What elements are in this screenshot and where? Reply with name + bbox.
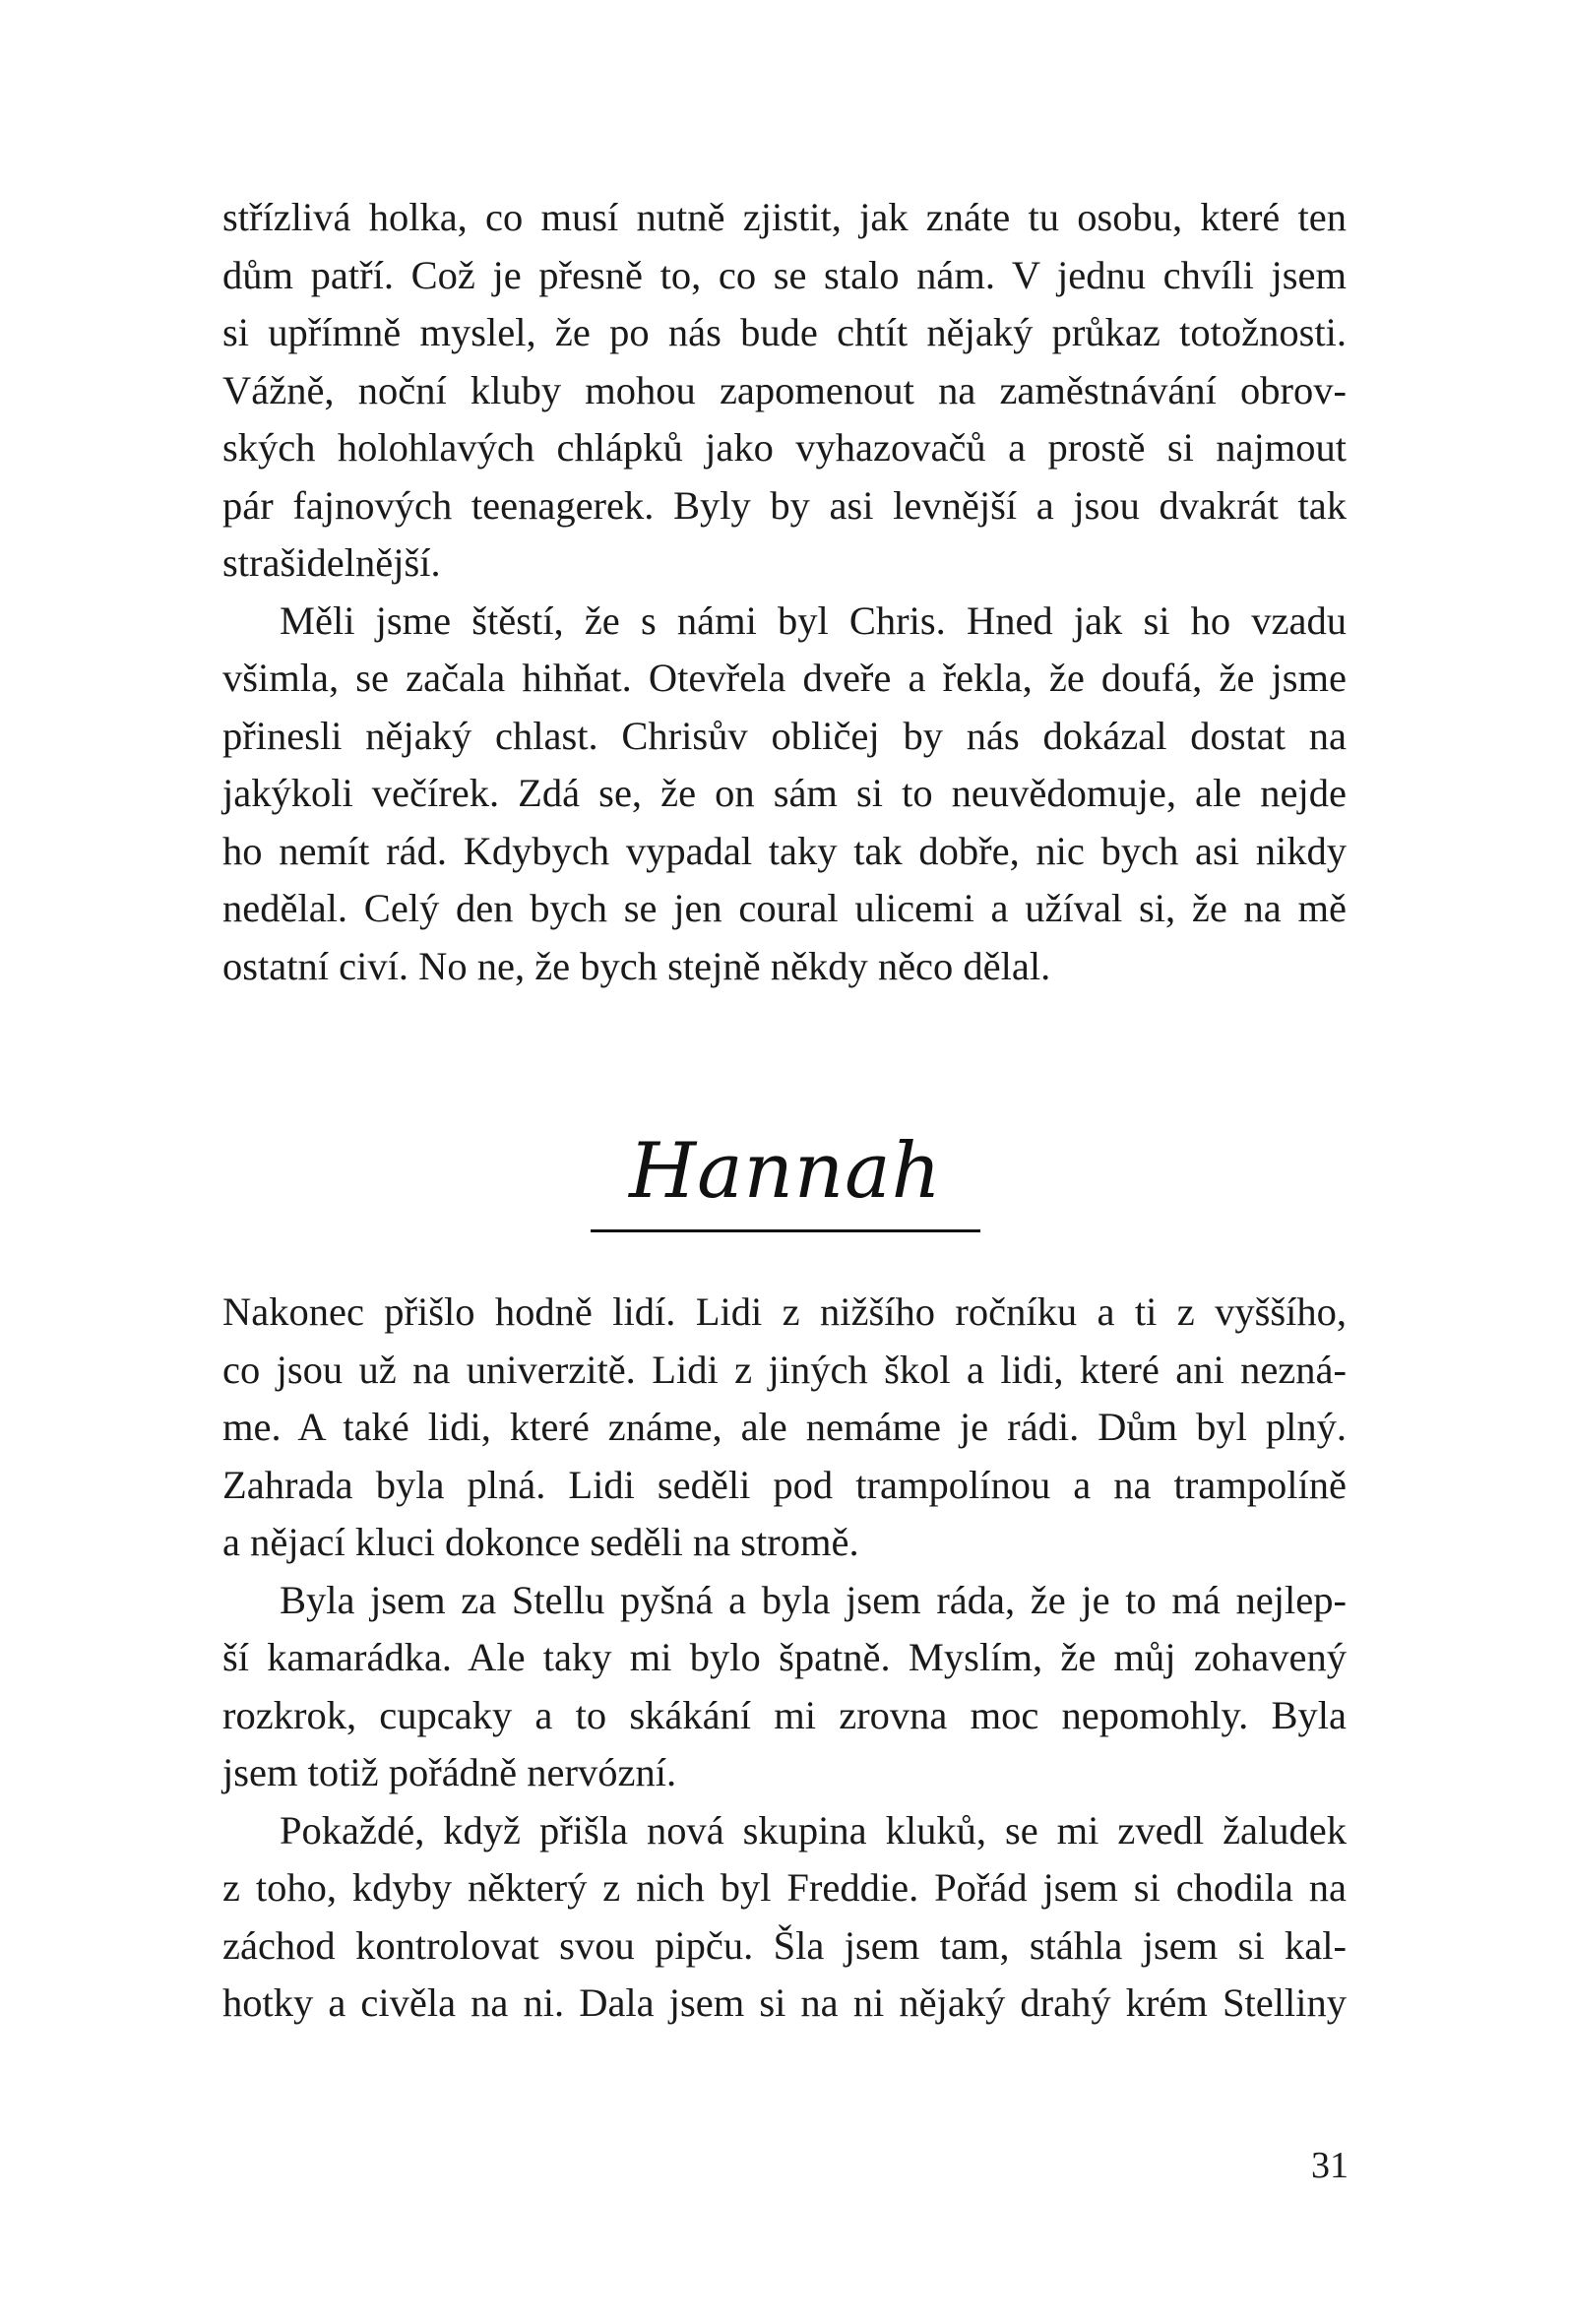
text-line: jakýkoli večírek. Zdá se, že on sám si to neuvědomuje, ale nejde	[222, 771, 1347, 815]
text-line: strašidelnější.	[222, 540, 441, 585]
text-line: co jsou už na univerzitě. Lidi z jiných škol a lidi, které ani nezná-	[222, 1347, 1347, 1392]
text-line: všimla, se začala hihňat. Otevřela dveře a řekla, že doufá, že jsme	[222, 656, 1347, 700]
chapter-heading-title: Hannah	[629, 1127, 942, 1216]
text-line: Nakonec přišlo hodně lidí. Lidi z nižšího ročníku a ti z vyššího,	[222, 1289, 1347, 1334]
text-line: nedělal. Celý den bych se jen coural ulicemi a užíval si, že na mě	[222, 886, 1347, 930]
text-line: dům patří. Což je přesně to, co se stalo nám. V jednu chvíli jsem	[222, 252, 1347, 297]
text-line: Měli jsme štěstí, že s námi byl Chris. Hned jak si ho vzadu	[280, 597, 1347, 643]
text-line: hotky a civěla na ni. Dala jsem si na ni nějaký drahý krém Stelliny	[222, 1980, 1347, 2025]
text-line: Byla jsem za Stellu pyšná a byla jsem ráda, že je to má nejlep-	[280, 1577, 1347, 1622]
paragraph-block-bottom	[222, 1284, 1347, 2033]
page-number: 31	[1311, 2145, 1349, 2186]
text-line: Vážně, noční kluby mohou zapomenout na zaměstnávání obrov-	[222, 367, 1347, 412]
text-line: záchod kontrolovat svou pipču. Šla jsem tam, stáhla jsem si kal-	[222, 1922, 1347, 1968]
text-line: me. A také lidi, které známe, ale nemáme je rádi. Dům byl plný.	[222, 1405, 1347, 1449]
text-line: přinesli nějaký chlast. Chrisův obličej by nás dokázal dostat na	[222, 713, 1347, 758]
text-line: rozkrok, cupcaky a to skákání mi zrovna moc nepomohly. Byla	[222, 1692, 1347, 1737]
text-line: si upřímně myslel, že po nás bude chtít nějaký průkaz totožnosti.	[222, 310, 1347, 354]
chapter-heading	[591, 1122, 980, 1232]
paragraph-block-top	[222, 189, 1347, 995]
text-line: z toho, kdyby některý z nich byl Freddie. Pořád jsem si chodila na	[222, 1865, 1347, 1910]
text-line: Zahrada byla plná. Lidi seděli pod trampolínou a na trampolíně	[222, 1462, 1347, 1507]
text-line: jsem totiž pořádně nervózní.	[222, 1750, 677, 1794]
text-line: Pokaždé, když přišla nová skupina kluků, se mi zvedl žaludek	[280, 1807, 1347, 1853]
text-line: pár fajnových teenagerek. Byly by asi levnější a jsou dvakrát tak	[222, 482, 1347, 528]
text-line: střízlivá holka, co musí nutně zjistit, jak znáte tu osobu, které ten	[222, 195, 1347, 239]
heading-underline	[591, 1229, 980, 1232]
text-line: ší kamarádka. Ale taky mi bylo špatně. Myslím, že můj zohavený	[222, 1635, 1347, 1679]
text-line: ho nemít rád. Kdybych vypadal taky tak dobře, nic bych asi nikdy	[222, 828, 1347, 873]
text-line: ských holohlavých chlápků jako vyhazovačů a prostě si najmout	[222, 425, 1347, 470]
text-line: a nějací kluci dokonce seděli na stromě.	[222, 1520, 859, 1564]
text-line: ostatní civí. No ne, že bych stejně někdy něco dělal.	[222, 943, 1051, 988]
